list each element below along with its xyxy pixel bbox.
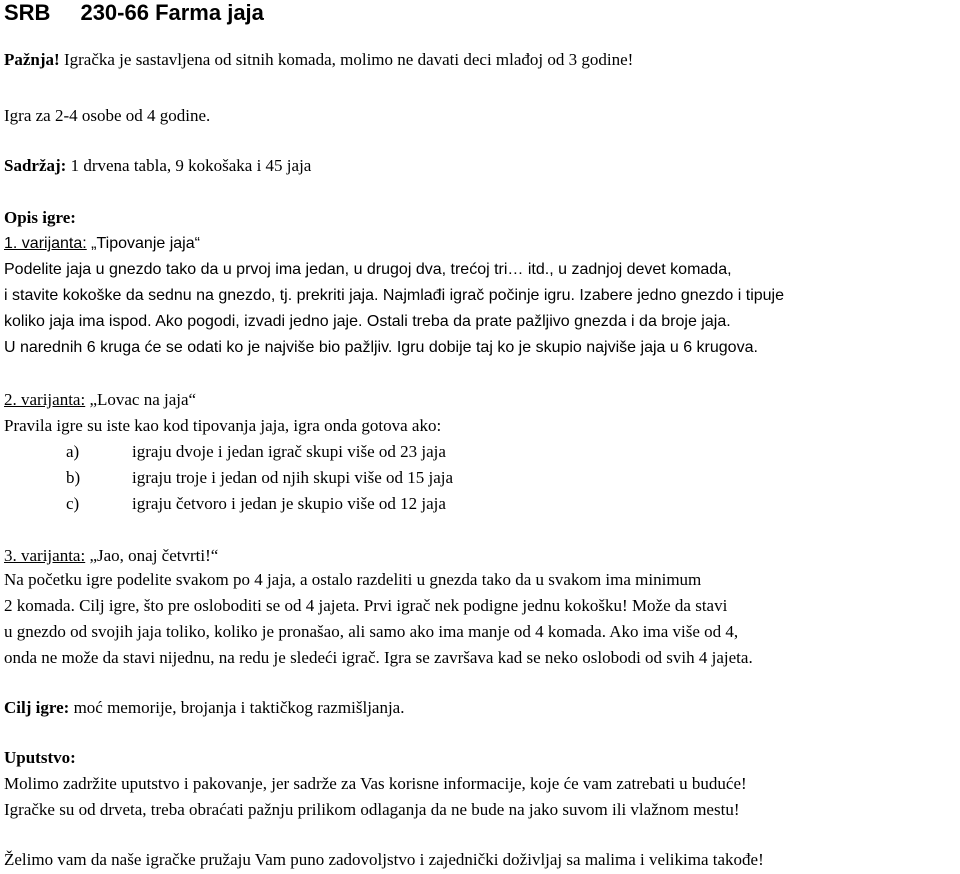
- variant3-line: Na početku igre podelite svakom po 4 jaja, a ostalo razdeliti u gnezda tako da u svakom ima minimum: [4, 570, 702, 589]
- variant1-heading: [4, 234, 200, 254]
- variant1-title: „Tipovanje jaja“: [86, 235, 200, 252]
- variant1-label: 1. varijanta:: [4, 235, 87, 252]
- variant3-line: u gnezdo od svojih jaja toliko, koliko je pronašao, ali samo ako ima manje od 4 komada. Ako ima više od 4,: [4, 622, 739, 641]
- variant3-label: 3. varijanta:: [4, 546, 86, 565]
- description-heading: Opis igre:: [4, 208, 76, 227]
- variant1-line: i stavite kokoške da sednu na gnezdo, tj. prekriti jaja. Najmlađi igrač počinje igru. Izabere jedno gnezdo i tipuje: [4, 287, 784, 304]
- contents-text: 1 drvena tabla, 9 kokošaka i 45 jaja: [66, 156, 312, 175]
- brand-code: SRB: [4, 0, 51, 25]
- variant3-line: 2 komada. Cilj igre, što pre osloboditi se od 4 jajeta. Prvi igrač nek podigne jednu kokošku! Može da stavi: [4, 596, 728, 615]
- warning-line: [4, 50, 633, 70]
- variant1-line: U narednih 6 kruga će se odati ko je najviše bio pažljiv. Igru dobije taj ko je skupio najviše jaja u 6 krugova.: [4, 339, 758, 356]
- variant1-line: koliko jaja ima ispod. Ako pogodi, izvadi jedno jaje. Ostali treba da prate pažljivo gnezda i da broje jaja.: [4, 313, 731, 330]
- players-line: Igra za 2-4 osobe od 4 godine.: [4, 106, 211, 125]
- list-item-text: igraju troje i jedan od njih skupi više od 15 jaja: [132, 468, 454, 487]
- goal-text: moć memorije, brojanja i taktičkog razmišljanja.: [69, 698, 405, 717]
- list-item-letter: a): [66, 442, 80, 461]
- list-item-letter: b): [66, 468, 81, 487]
- warning-label: Pažnja!: [4, 50, 60, 69]
- goal-label: Cilj igre:: [4, 698, 70, 717]
- list-item-letter: c): [66, 494, 80, 513]
- list-item-text: igraju četvoro i jedan je skupio više od 12 jaja: [132, 494, 446, 513]
- instructions-line: Molimo zadržite uputstvo i pakovanje, jer sadrže za Vas korisne informacije, koje će vam zatrebati u buduće!: [4, 774, 747, 793]
- contents-line: [4, 156, 311, 176]
- variant2-intro: Pravila igre su iste kao kod tipovanja jaja, igra onda gotova ako:: [4, 416, 442, 435]
- instructions-line: Igračke su od drveta, treba obraćati pažnju prilikom odlaganja da ne bude na jako suvom ili vlažnom mestu!: [4, 800, 740, 819]
- instructions-heading: Uputstvo:: [4, 748, 76, 767]
- product-title: 230-66 Farma jaja: [80, 0, 264, 25]
- variant3-title: „Jao, onaj četvrti!“: [85, 546, 219, 565]
- variant2-title: „Lovac na jaja“: [85, 390, 197, 409]
- variant3-line: onda ne može da stavi nijednu, na redu je sledeći igrač. Igra se završava kad se neko oslobodi od svih 4 jajeta.: [4, 648, 753, 667]
- document-title: [4, 0, 264, 26]
- variant2-label: 2. varijanta:: [4, 390, 86, 409]
- contents-label: Sadržaj:: [4, 156, 67, 175]
- goal-line: [4, 698, 404, 718]
- list-item-text: igraju dvoje i jedan igrač skupi više od 23 jaja: [132, 442, 446, 461]
- variant1-line: Podelite jaja u gnezdo tako da u prvoj ima jedan, u drugoj dva, trećoj tri… itd., u zadnjoj devet komada,: [4, 261, 732, 278]
- variant3-heading: [4, 546, 218, 566]
- warning-text: Igračka je sastavljena od sitnih komada, molimo ne davati deci mlađoj od 3 godine!: [59, 50, 634, 69]
- variant2-heading: [4, 390, 196, 410]
- closing-line: Želimo vam da naše igračke pružaju Vam puno zadovoljstvo i zajednički doživljaj sa malima i velikima takođe!: [4, 850, 764, 869]
